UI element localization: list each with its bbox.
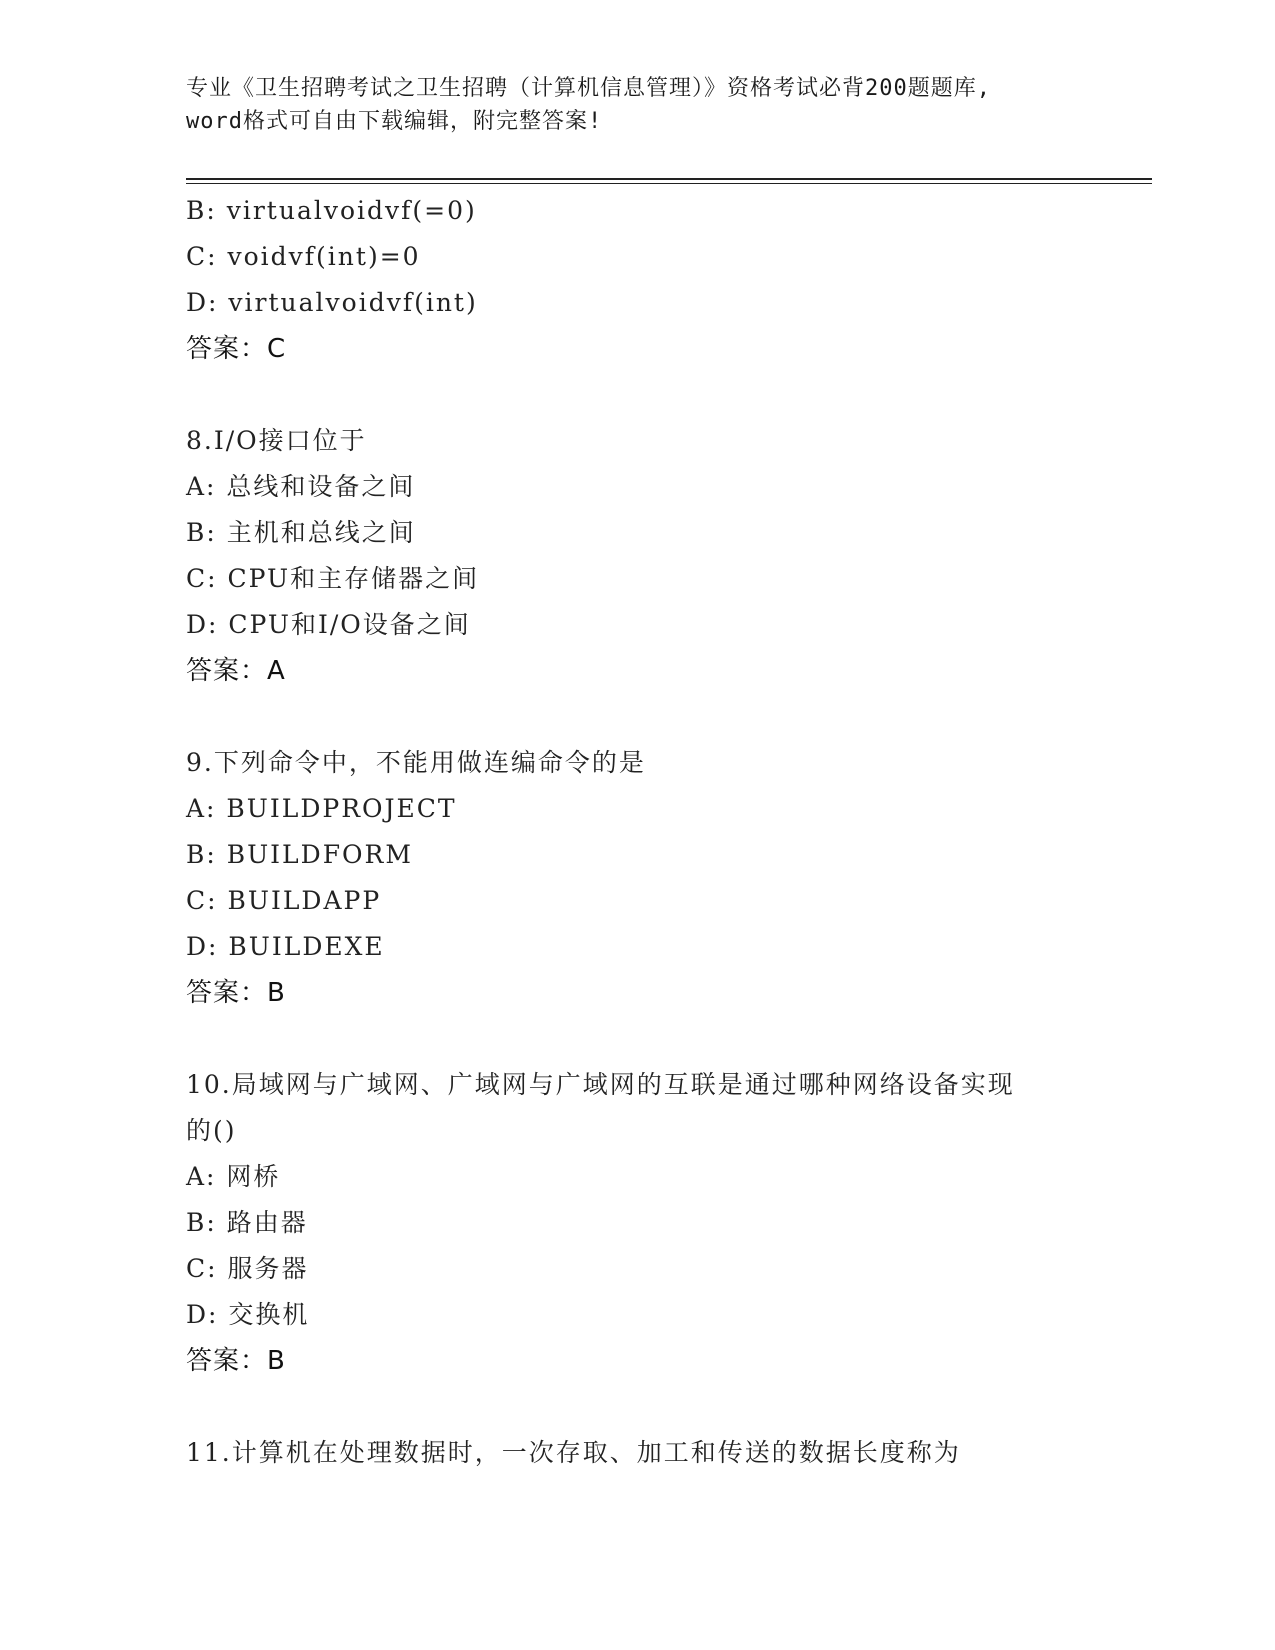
q10-answer: 答案：B [186,1346,286,1376]
q9-option-d: D: BUILDEXE [186,932,385,961]
q9-stem: 9.下列命令中，不能用做连编命令的是 [186,748,646,777]
q10-stem-line1: 10.局域网与广域网、广域网与广域网的互联是通过哪种网络设备实现 [186,1070,1015,1099]
q8-option-d: D: CPU和I/O设备之间 [186,610,471,639]
header-title-line2: word格式可自由下载编辑，附完整答案! [186,109,603,134]
header-divider-thin [186,183,1152,184]
q8-option-c: C: CPU和主存储器之间 [186,564,480,593]
q10-option-b: B: 路由器 [186,1208,308,1237]
prev-answer: 答案：C [186,334,287,364]
spacer [186,372,1086,418]
document-header [186,72,1086,138]
q9-answer: 答案：B [186,978,286,1008]
header-title-line1: 专业《卫生招聘考试之卫生招聘（计算机信息管理）》资格考试必背200题题库, [186,76,991,101]
q8-option-b: B: 主机和总线之间 [186,518,416,547]
spacer [186,1384,1086,1430]
prev-option-c: C: voidvf(int)=0 [186,242,421,271]
q10-option-d: D: 交换机 [186,1300,310,1329]
spacer [186,694,1086,740]
q10-stem-line2: 的() [186,1116,237,1145]
header-divider-thick [186,178,1152,180]
q8-stem: 8.I/O接口位于 [186,426,367,455]
q9-option-b: B: BUILDFORM [186,840,413,869]
q10-option-a: A: 网桥 [186,1162,281,1191]
prev-option-b: B: virtualvoidvf(=0) [186,196,477,225]
question-content [186,188,1086,1476]
spacer [186,1016,1086,1062]
q9-option-c: C: BUILDAPP [186,886,382,915]
q11-stem: 11.计算机在处理数据时，一次存取、加工和传送的数据长度称为 [186,1438,961,1467]
q8-option-a: A: 总线和设备之间 [186,472,416,501]
q8-answer: 答案：A [186,656,286,686]
q9-option-a: A: BUILDPROJECT [186,794,457,823]
prev-option-d: D: virtualvoidvf(int) [186,288,478,317]
q10-option-c: C: 服务器 [186,1254,309,1283]
